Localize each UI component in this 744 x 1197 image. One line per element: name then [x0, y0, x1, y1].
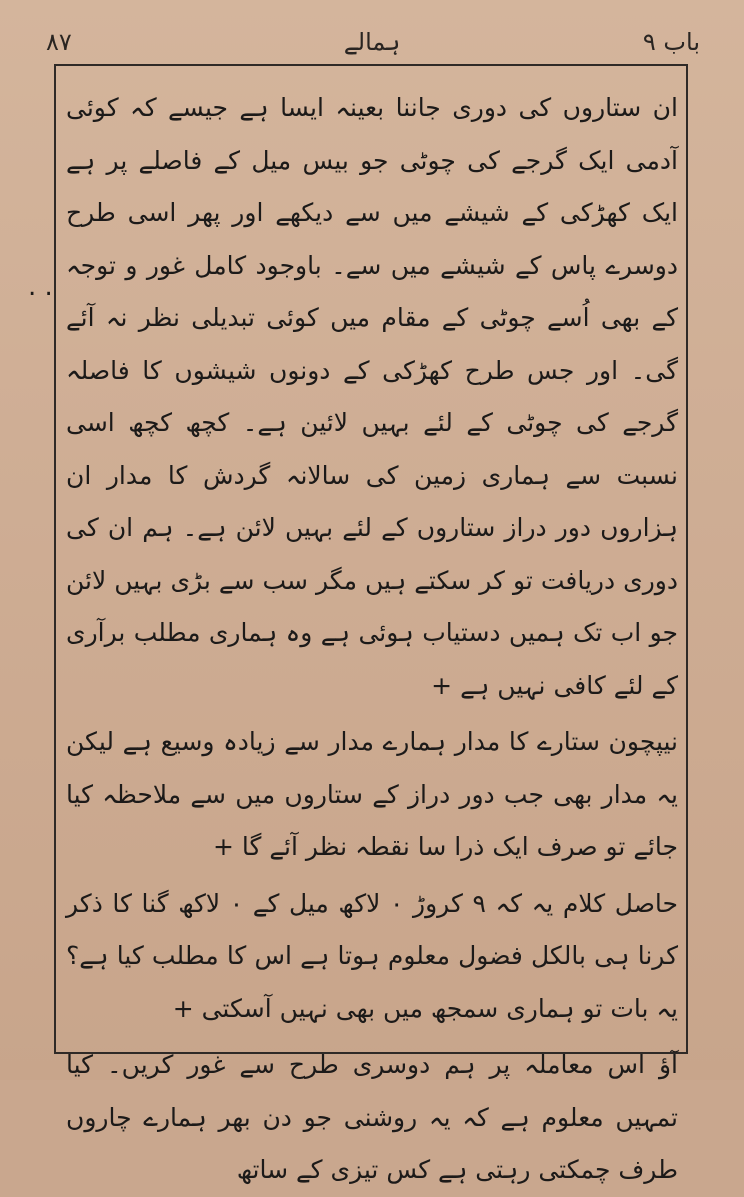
margin-mark: . .: [28, 272, 53, 302]
paragraph-3: حاصل کلام یہ کہ ۹ کروڑ ۰ لاکھ میل کے ۰ لاکھ گنا کا ذکر کرنا ہی بالکل فضول معلوم ہوتا ہے اس کا مطلب کیا ہے؟ یہ بات تو ہماری سمجھ میں بھی نہیں آسکتی +: [66, 888, 678, 1023]
body-text: [66, 82, 678, 1197]
page-number: ۸۷: [46, 28, 72, 56]
paragraph-2: نیپچون ستارے کا مدار ہمارے مدار سے زیادہ وسیع ہے لیکن یہ مدار بھی جب دور دراز کے ستاروں میں سے ملاحظہ کیا جائے تو صرف ایک ذرا سا نقطہ نظر آئے گا +: [66, 727, 678, 861]
running-title: ہمالے: [343, 28, 401, 56]
paragraph-1: ان ستاروں کی دوری جاننا بعینہ ایسا ہے جیسے کہ کوئی آدمی ایک گرجے کی چوٹی جو بیس میل کے فاصلے پر ہے ایک کھڑکی کے شیشے میں سے دیکھے اور پھر اسی طرح دوسرے پاس کے شیشے میں سے۔ باوجود کامل غور و توجہ کے بھی اُسے چوٹی کے مقام میں کوئی تبدیلی نظر نہ آئے گی۔ اور جس طرح کھڑکی کے دونوں شیشوں کا فاصلہ گرجے کی چوٹی کے لئے بہیں لائین ہے۔ کچھ کچھ اسی نسبت سے ہماری زمین کی سالانہ گردش کا مدار ان ہزاروں دور دراز ستاروں کے لئے بہیں لائن ہے۔ ہم ان کی دوری دریافت تو کر سکتے ہیں مگر سب سے بڑی بہیں لائن جو اب تک ہمیں دستیاب ہوئی ہے وہ ہماری مطلب برآری کے لئے کافی نہیں ہے +: [66, 93, 678, 700]
paragraph-4: آؤ اس معاملہ پر ہم دوسری طرح سے غور کریں۔ کیا تمہیں معلوم ہے کہ یہ روشنی جو دن بھر ہمارے چاروں طرف چمکتی رہتی ہے کس تیزی کے ساتھ: [66, 1050, 678, 1184]
page-header: [40, 22, 704, 66]
chapter-label: باب ۹: [642, 28, 700, 56]
